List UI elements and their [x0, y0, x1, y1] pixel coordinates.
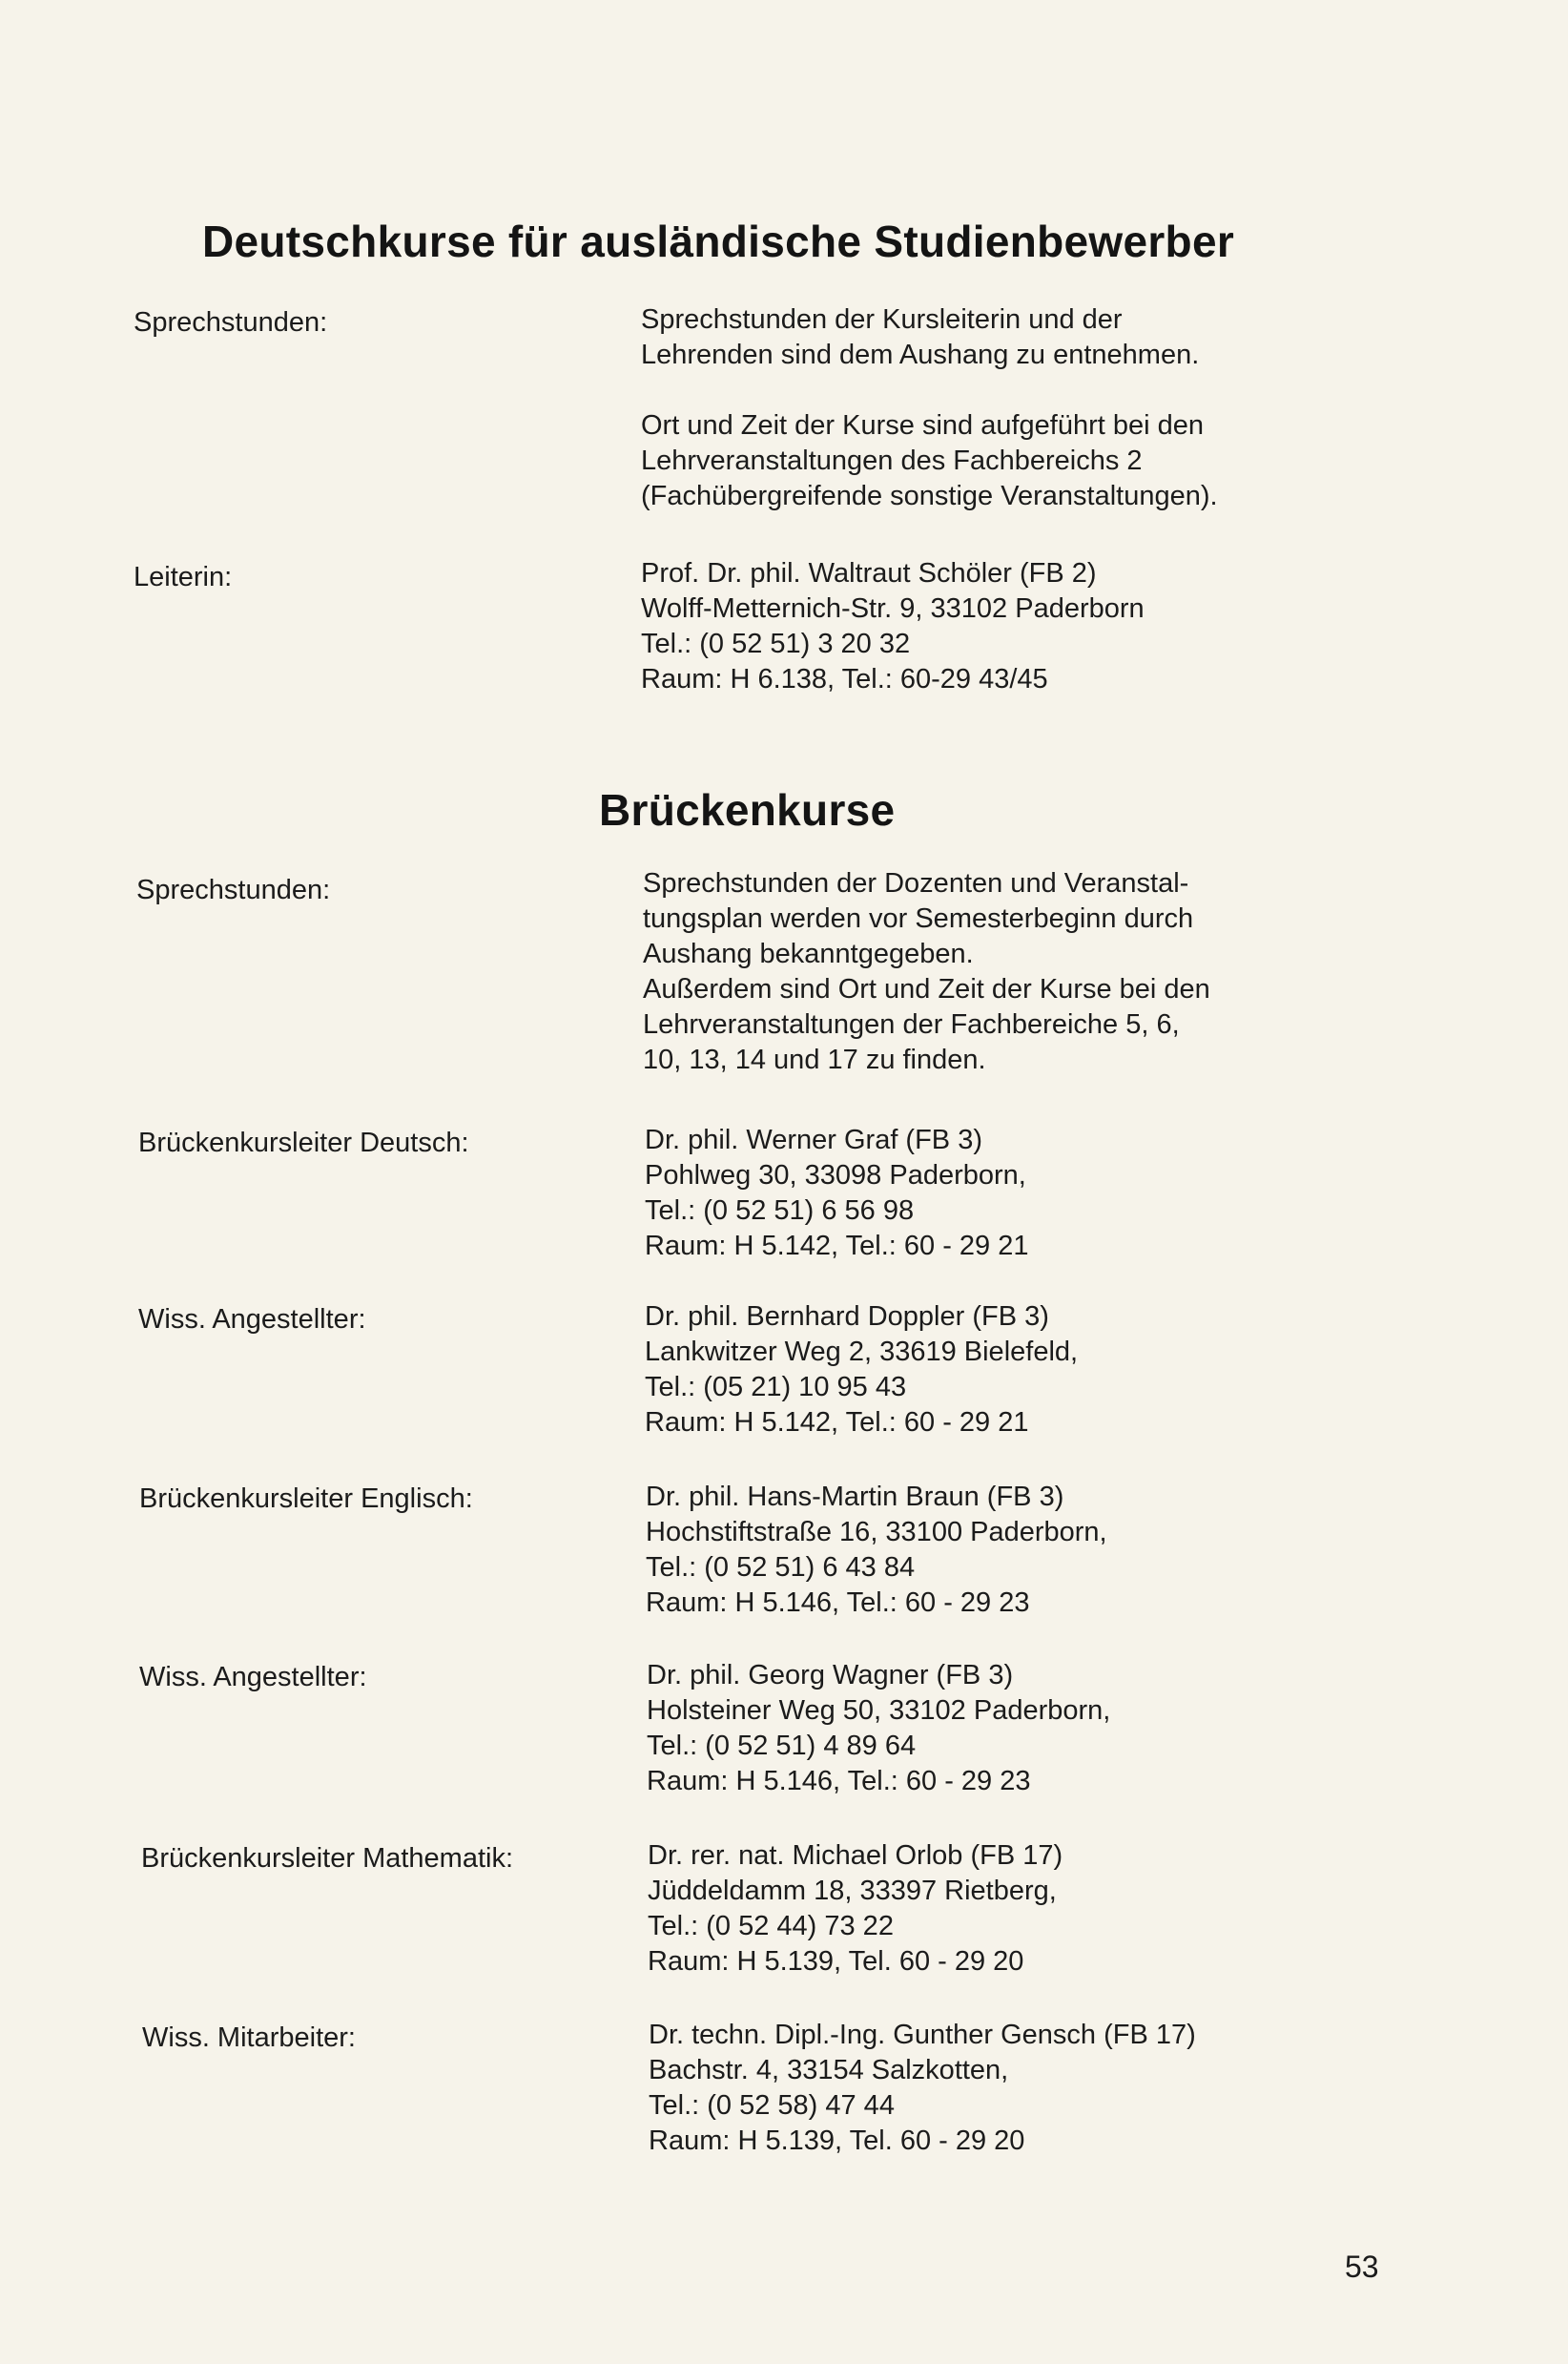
text-line: Prof. Dr. phil. Waltraut Schöler (FB 2) — [641, 558, 1097, 589]
text-line: Tel.: (0 52 51) 3 20 32 — [641, 629, 911, 659]
contact-wiss-mitarbeiter — [649, 2018, 1196, 2159]
text-line: Lehrveranstaltungen des Fachbereichs 2 — [641, 446, 1143, 476]
info-sprechstunden-brueckenkurse — [643, 866, 1210, 1078]
text-line: Dr. phil. Hans-Martin Braun (FB 3) — [646, 1482, 1064, 1512]
contact-brueckenkursleiter-deutsch — [645, 1123, 1028, 1264]
page-number: 53 — [1345, 2250, 1379, 2284]
text-line: Ort und Zeit der Kurse sind aufgeführt bei den — [641, 410, 1205, 441]
text-line: Tel.: (0 52 44) 73 22 — [648, 1911, 894, 1941]
text-line: Wolff-Metternich-Str. 9, 33102 Paderborn — [641, 593, 1145, 624]
text-line: 10, 13, 14 und 17 zu finden. — [643, 1045, 986, 1075]
section-title-deutschkurse: Deutschkurse für ausländische Studienbewerber — [202, 217, 1235, 266]
label-brueckenkursleiter-englisch: Brückenkursleiter Englisch: — [139, 1483, 473, 1514]
label-wiss-angestellter: Wiss. Angestellter: — [139, 1662, 367, 1692]
text-line: Tel.: (0 52 58) 47 44 — [649, 2090, 895, 2121]
contact-brueckenkursleiter-mathematik — [648, 1838, 1063, 1980]
section-title-brueckenkurse: Brückenkurse — [599, 785, 896, 835]
text-line: Raum: H 5.142, Tel.: 60 - 29 21 — [645, 1231, 1029, 1261]
contact-brueckenkursleiter-englisch — [646, 1480, 1107, 1621]
label-sprechstunden: Sprechstunden: — [134, 307, 328, 338]
text-line: Tel.: (0 52 51) 6 56 98 — [645, 1195, 915, 1226]
contact-wiss-angestellter-deutsch — [645, 1299, 1078, 1441]
text-line: Lankwitzer Weg 2, 33619 Bielefeld, — [645, 1337, 1079, 1367]
text-line: Raum: H 5.142, Tel.: 60 - 29 21 — [645, 1407, 1029, 1438]
text-line: Tel.: (0 52 51) 4 89 64 — [647, 1731, 917, 1761]
text-line: Raum: H 5.139, Tel. 60 - 29 20 — [649, 2126, 1025, 2156]
text-line: Tel.: (0 52 51) 6 43 84 — [646, 1552, 916, 1583]
text-line: Dr. phil. Georg Wagner (FB 3) — [647, 1660, 1014, 1690]
text-line: Dr. phil. Bernhard Doppler (FB 3) — [645, 1301, 1049, 1332]
info-sprechstunden — [641, 302, 1199, 373]
label-sprechstunden: Sprechstunden: — [136, 875, 331, 905]
text-line: Tel.: (05 21) 10 95 43 — [645, 1372, 907, 1402]
text-line: Raum: H 6.138, Tel.: 60-29 43/45 — [641, 664, 1048, 695]
text-line: Raum: H 5.139, Tel. 60 - 29 20 — [648, 1946, 1024, 1977]
text-line: (Fachübergreifende sonstige Veranstaltungen). — [641, 481, 1218, 511]
text-line: Raum: H 5.146, Tel.: 60 - 29 23 — [647, 1766, 1031, 1796]
text-line: Außerdem sind Ort und Zeit der Kurse bei den — [643, 974, 1210, 1005]
text-line: Pohlweg 30, 33098 Paderborn, — [645, 1160, 1026, 1191]
text-line: Dr. phil. Werner Graf (FB 3) — [645, 1125, 982, 1155]
text-line: Sprechstunden der Kursleiterin und der — [641, 304, 1123, 335]
text-line: Aushang bekanntgegeben. — [643, 939, 974, 969]
text-line: Jüddeldamm 18, 33397 Rietberg, — [648, 1876, 1057, 1906]
text-line: Dr. rer. nat. Michael Orlob (FB 17) — [648, 1840, 1063, 1871]
contact-wiss-angestellter-englisch — [647, 1658, 1110, 1799]
text-line: Dr. techn. Dipl.-Ing. Gunther Gensch (FB 17) — [649, 2020, 1196, 2050]
text-line: Raum: H 5.146, Tel.: 60 - 29 23 — [646, 1587, 1030, 1618]
text-line: tungsplan werden vor Semesterbeginn durch — [643, 903, 1194, 934]
text-line: Lehrenden sind dem Aushang zu entnehmen. — [641, 340, 1200, 370]
text-line: Lehrveranstaltungen der Fachbereiche 5, 6, — [643, 1009, 1180, 1040]
label-brueckenkursleiter-deutsch: Brückenkursleiter Deutsch: — [138, 1128, 469, 1158]
text-line: Holsteiner Weg 50, 33102 Paderborn, — [647, 1695, 1111, 1726]
contact-leiterin — [641, 556, 1145, 697]
text-line: Hochstiftstraße 16, 33100 Paderborn, — [646, 1517, 1107, 1547]
label-wiss-angestellter: Wiss. Angestellter: — [138, 1304, 366, 1335]
text-line: Bachstr. 4, 33154 Salzkotten, — [649, 2055, 1009, 2085]
info-kurse-ort-zeit — [641, 408, 1218, 514]
label-brueckenkursleiter-mathematik: Brückenkursleiter Mathematik: — [141, 1843, 514, 1874]
label-leiterin: Leiterin: — [134, 562, 233, 592]
label-wiss-mitarbeiter: Wiss. Mitarbeiter: — [142, 2022, 356, 2053]
text-line: Sprechstunden der Dozenten und Veranstal- — [643, 868, 1189, 899]
